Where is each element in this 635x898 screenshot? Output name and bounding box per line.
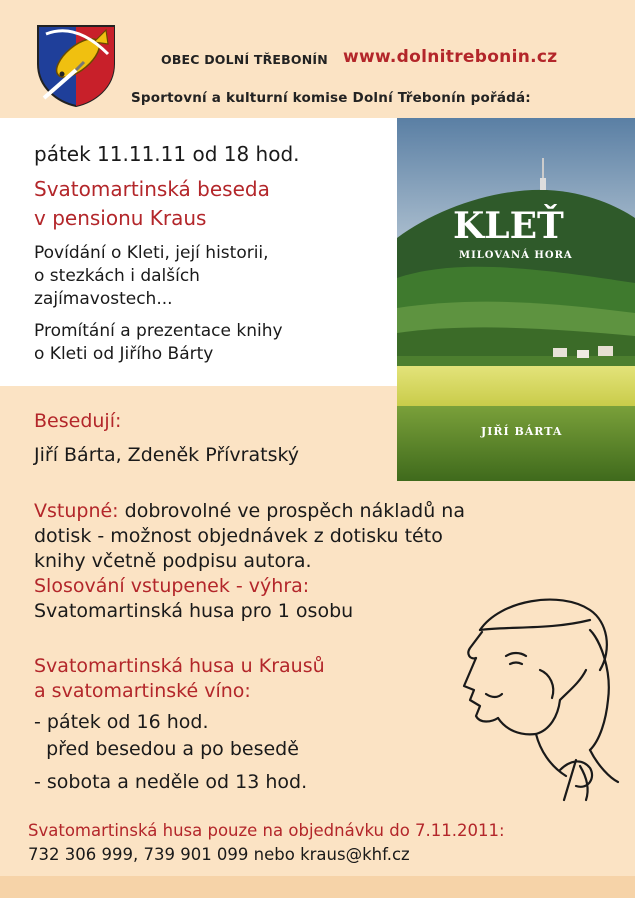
book-cover xyxy=(397,118,635,481)
portrait-sketch-icon xyxy=(440,590,620,808)
goose-schedule-item: před besedou a po besedě xyxy=(34,738,299,760)
goose-schedule-item: - sobota a neděle od 13 hod. xyxy=(34,771,308,793)
website-link[interactable]: www.dolnitrebonin.cz xyxy=(343,47,558,67)
organization-name: OBEC DOLNÍ TŘEBONÍN xyxy=(161,52,328,67)
book-subtitle: MILOVANÁ HORA xyxy=(459,250,573,261)
admission-line xyxy=(34,500,465,522)
admission-label: Vstupné: xyxy=(34,500,119,522)
goose-schedule-item: - pátek od 16 hod. xyxy=(34,711,209,733)
event-description-line: o stezkách i dalších xyxy=(34,266,200,286)
event-date: pátek 11.11.11 od 18 hod. xyxy=(34,142,300,166)
committee-line: Sportovní a kulturní komise Dolní Třebonín pořádá: xyxy=(131,90,531,106)
goose-heading-line1: Svatomartinská husa u Krausů xyxy=(34,655,325,677)
coat-of-arms-carp-icon xyxy=(36,24,116,108)
admission-text-line3: knihy včetně podpisu autora. xyxy=(34,550,312,572)
book-author: JIŘÍ BÁRTA xyxy=(481,425,563,438)
speakers-names: Jiří Bárta, Zdeněk Přívratský xyxy=(34,444,300,466)
contact-info[interactable]: 732 306 999, 739 901 099 nebo kraus@khf.cz xyxy=(28,845,410,864)
event-title-line2: v pensionu Kraus xyxy=(34,206,207,230)
raffle-prize: Svatomartinská husa pro 1 osobu xyxy=(34,600,354,622)
event-title-line1: Svatomartinská beseda xyxy=(34,177,270,201)
event-description-line: o Kleti od Jiřího Bárty xyxy=(34,344,214,364)
book-title: KLEŤ xyxy=(453,205,564,247)
event-description-line: Povídání o Kleti, její historii, xyxy=(34,243,269,263)
order-note: Svatomartinská husa pouze na objednávku do 7.11.2011: xyxy=(28,821,505,840)
raffle-heading: Slosování vstupenek - výhra: xyxy=(34,575,310,597)
bottom-band xyxy=(0,876,635,898)
event-description-line: zajímavostech... xyxy=(34,289,173,309)
event-description-line: Promítání a prezentace knihy xyxy=(34,321,283,341)
speakers-heading: Besedují: xyxy=(34,410,122,432)
admission-text: dobrovolné ve prospěch nákladů na xyxy=(118,500,465,522)
goose-heading-line2: a svatomartinské víno: xyxy=(34,680,251,702)
admission-text-line2: dotisk - možnost objednávek z dotisku této xyxy=(34,525,443,547)
